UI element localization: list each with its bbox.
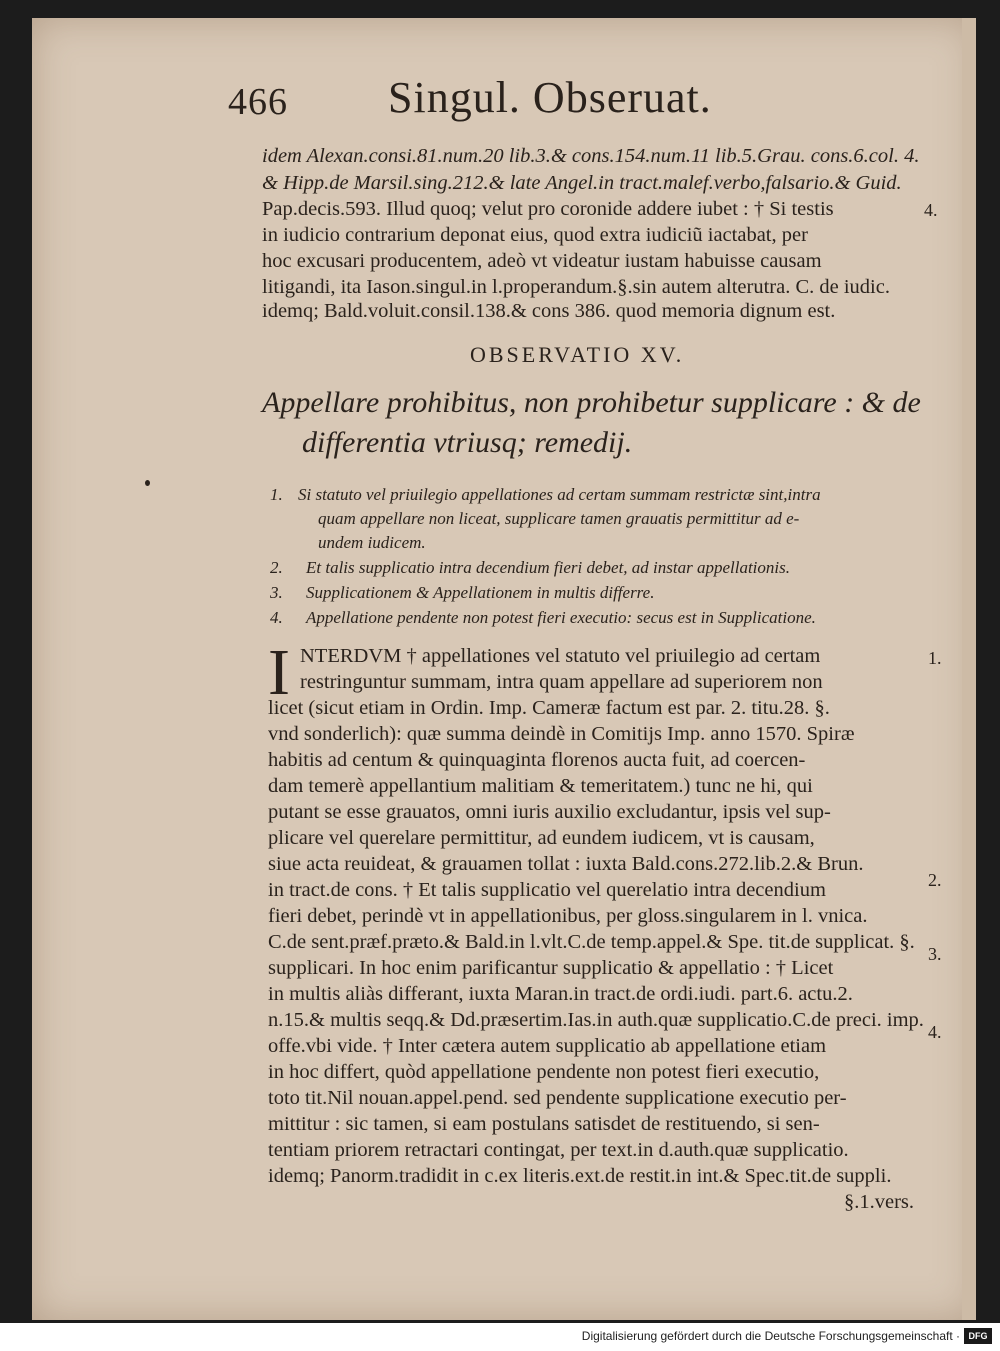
- ink-spot: [145, 480, 150, 486]
- item-text: quam appellare non liceat, supplicare tamen grauatis permittitur ad e-: [318, 509, 800, 528]
- item-text: Supplicationem & Appellationem in multis differre.: [306, 583, 655, 602]
- page-header: [228, 72, 848, 132]
- body-line: siue acta reuideat, & grauamen tollat : iuxta Bald.cons.272.lib.2.& Brun.: [268, 853, 864, 875]
- item-text: Appellatione pendente non potest fieri executio: secus est in Supplicatione.: [306, 608, 816, 627]
- running-head: Singul. Obseruat.: [388, 73, 712, 122]
- item-number: 2.: [270, 558, 283, 577]
- body-line: §.1.vers.: [844, 1191, 915, 1213]
- body-line: offe.vbi vide. † Inter cætera autem supplicatio ab appellatione etiam: [268, 1035, 827, 1057]
- body-line: in multis aliàs differant, iuxta Maran.in tract.de ordi.iudi. part.6. actu.2.: [268, 983, 853, 1005]
- body-line: idemq; Panorm.tradidit in c.ex literis.ext.de restit.in int.& Spec.tit.de suppli.: [268, 1165, 892, 1187]
- body-line: in hoc differt, quòd appellatione pendente non potest fieri executio,: [268, 1061, 820, 1083]
- footer-credit: Digitalisierung gefördert durch die Deutsche Forschungsgemeinschaft ·: [581, 1329, 960, 1343]
- body-line: toto tit.Nil nouan.appel.pend. sed pendente supplicatione executio per-: [268, 1087, 847, 1109]
- top-line-7: idemq; Bald.voluit.consil.138.& cons 386. quod memoria dignum est.: [262, 300, 836, 322]
- page-edge: [962, 18, 976, 1320]
- top-line-2: & Hipp.de Marsil.sing.212.& late Angel.in tract.malef.verbo,falsario.& Guid.: [262, 172, 902, 194]
- margin-number: 4.: [928, 1022, 942, 1042]
- margin-number: 3.: [928, 944, 942, 964]
- top-line-3: Pap.decis.593. Illud quoq; velut pro coronide addere iubet : † Si testis: [262, 198, 834, 220]
- item-text: undem iudicem.: [318, 533, 426, 552]
- observation-summary-line1: Appellare prohibitus, non prohibetur supplicare : & de: [262, 386, 921, 419]
- body-line: restringuntur summam, intra quam appellare ad superiorem non: [300, 671, 823, 693]
- margin-number-top: 4.: [924, 200, 938, 220]
- body-line: habitis ad centum & quinquaginta florenos aucta fuit, ad coercen-: [268, 749, 806, 771]
- body-line: n.15.& multis seqq.& Dd.præsertim.Ias.in auth.quæ supplicatio.C.de preci. imp.: [268, 1009, 924, 1031]
- body-line: fieri debet, perindè vt in appellationibus, per gloss.singularem in l. vnica.: [268, 905, 868, 927]
- body-line: tentiam priorem retractari contingat, per text.in d.auth.quæ supplicatio.: [268, 1139, 849, 1161]
- body-line: C.de sent.præf.præto.& Bald.in l.vlt.C.de temp.appel.& Spe. tit.de supplicat. §.: [268, 931, 915, 953]
- drop-capital: I: [268, 636, 290, 709]
- body-line: in tract.de cons. † Et talis supplicatio vel querelatio intra decendium: [268, 879, 826, 901]
- margin-number: 1.: [928, 648, 942, 668]
- observation-summary-line2: differentia vtriusq; remedij.: [302, 426, 633, 459]
- item-text: Si statuto vel priuilegio appellationes ad certam summam restrictæ sint,intra: [298, 485, 821, 504]
- body-line: plicare vel querelare permittitur, ad eundem iudicem, vt is causam,: [268, 827, 815, 849]
- item-number: 1.: [270, 485, 283, 504]
- top-line-6: litigandi, ita Iason.singul.in l.properandum.§.sin autem alterutra. C. de iudic.: [262, 276, 890, 298]
- top-line-4: in iudicio contrarium deponat eius, quod extra iudiciũ iactabat, per: [262, 224, 808, 246]
- margin-number: 2.: [928, 870, 942, 890]
- body-line: licet (sicut etiam in Ordin. Imp. Cameræ factum est par. 2. titu.28. §.: [268, 697, 830, 719]
- body-line: supplicari. In hoc enim parificantur supplicatio & appellatio : † Licet: [268, 957, 834, 979]
- top-line-1: idem Alexan.consi.81.num.20 lib.3.& cons.154.num.11 lib.5.Grau. cons.6.col. 4.: [262, 145, 920, 167]
- item-number: 3.: [270, 583, 283, 602]
- page-number: 466: [228, 81, 288, 123]
- observation-title: OBSERVATIO XV.: [470, 342, 685, 367]
- body-line: NTERDVM † appellationes vel statuto vel priuilegio ad certam: [300, 645, 821, 667]
- top-line-5: hoc excusari producentem, adeò vt videatur iustam habuisse causam: [262, 250, 822, 272]
- item-text: Et talis supplicatio intra decendium fieri debet, ad instar appellationis.: [306, 558, 790, 577]
- dfg-logo: DFG: [964, 1328, 992, 1344]
- body-line: vnd sonderlich): quæ summa deindè in Comitijs Imp. anno 1570. Spiræ: [268, 723, 855, 745]
- body-line: mittitur : sic tamen, si eam postulans satisdet de restituendo, si sen-: [268, 1113, 820, 1135]
- body-line: dam temerè appellantium malitiam & temeritatem.) tunc ne hi, qui: [268, 775, 813, 797]
- body-line: putant se esse grauatos, omni iuris auxilio excludantur, ipsis vel sup-: [268, 801, 831, 823]
- footer-bar: [0, 1323, 1000, 1351]
- item-number: 4.: [270, 608, 283, 627]
